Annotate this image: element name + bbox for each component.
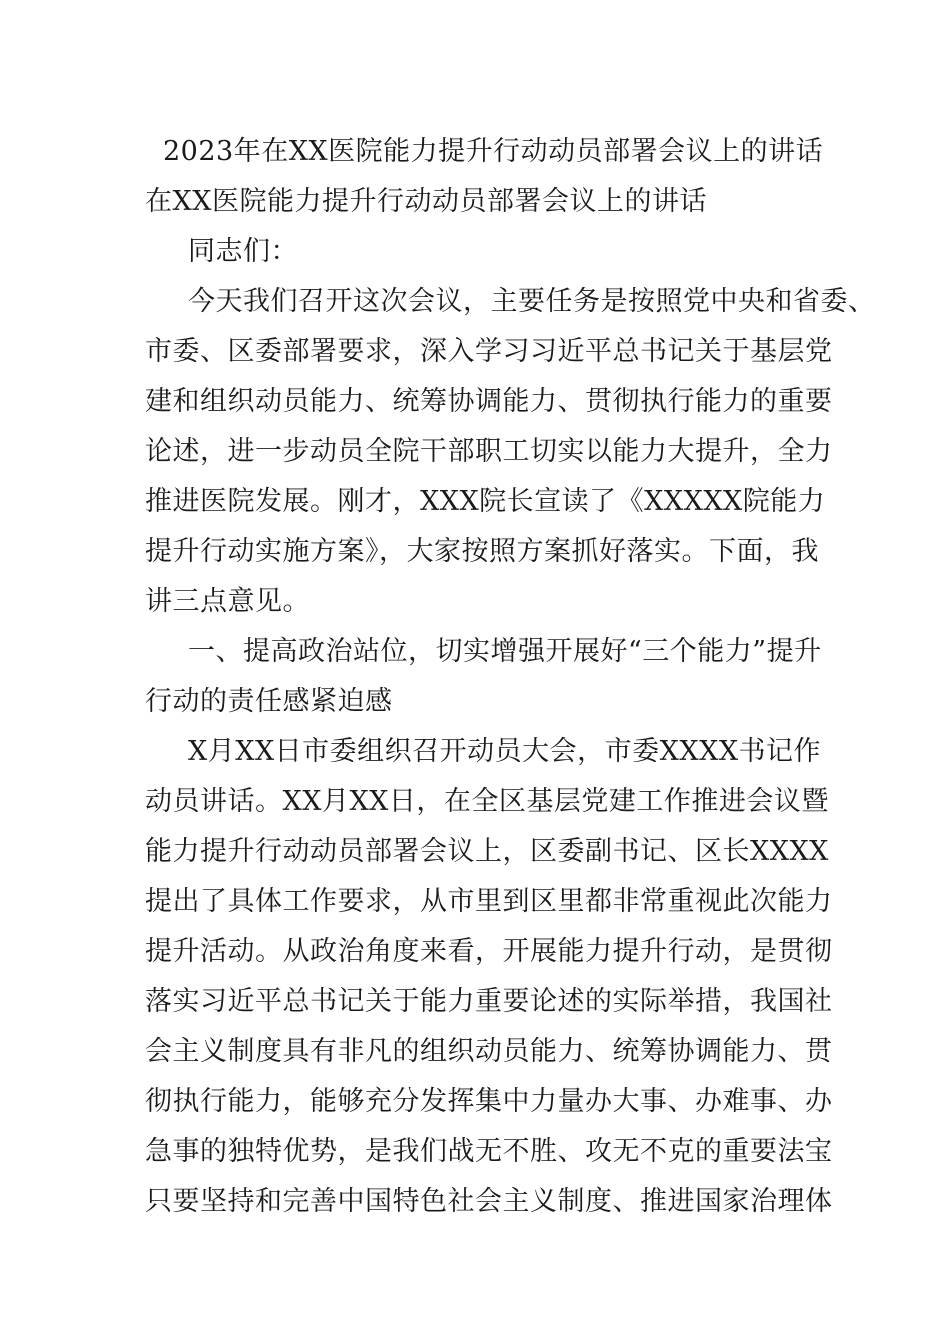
paragraph-2-line: 彻执行能力，能够充分发挥集中力量办大事、办难事、办 [145, 1086, 833, 1117]
paragraph-1-line: 市委、区委部署要求，深入学习习近平总书记关于基层党 [145, 336, 833, 367]
paragraph-1-line: 建和组织动员能力、统筹协调能力、贯彻执行能力的重要 [145, 386, 833, 417]
section-heading-line: 行动的责任感紧迫感 [145, 686, 393, 717]
paragraph-1-line: 论述，进一步动员全院干部职工切实以能力大提升，全力 [145, 436, 833, 467]
paragraph-2-line: 提出了具体工作要求，从市里到区里都非常重视此次能力 [145, 886, 833, 917]
paragraph-1-line: 今天我们召开这次会议，主要任务是按照党中央和省委、 [188, 286, 876, 317]
paragraph-1-line: 讲三点意见。 [145, 586, 310, 617]
paragraph-1-line: 提升行动实施方案》，大家按照方案抓好落实。下面，我 [145, 536, 819, 567]
paragraph-2-line: 只要坚持和完善中国特色社会主义制度、推进国家治理体 [145, 1186, 833, 1217]
paragraph-2-line: 落实习近平总书记关于能力重要论述的实际举措，我国社 [145, 986, 833, 1017]
section-heading-line: 一、提高政治站位，切实增强开展好“三个能力”提升 [188, 636, 822, 667]
paragraph-2-line: X月XX日市委组织召开动员大会，市委XXXX书记作 [188, 736, 822, 767]
paragraph-2-line: 动员讲话。XX月XX日，在全区基层党建工作推进会议暨 [145, 786, 829, 817]
paragraph-2-line: 提升活动。从政治角度来看，开展能力提升行动，是贯彻 [145, 936, 833, 967]
document-title: 2023年在XX医院能力提升行动动员部署会议上的讲话 [163, 136, 824, 167]
paragraph-2-line: 能力提升行动动员部署会议上，区委副书记、区长XXXX [145, 836, 829, 867]
document-subtitle: 在XX医院能力提升行动动员部署会议上的讲话 [145, 186, 707, 217]
paragraph-2-line: 会主义制度具有非凡的组织动员能力、统筹协调能力、贯 [145, 1036, 833, 1067]
paragraph-1-line: 推进医院发展。刚才，XXX院长宣读了《XXXXX院能力 [145, 486, 826, 517]
salutation: 同志们： [188, 236, 298, 267]
paragraph-2-line: 急事的独特优势，是我们战无不胜、攻无不克的重要法宝 [145, 1136, 833, 1167]
